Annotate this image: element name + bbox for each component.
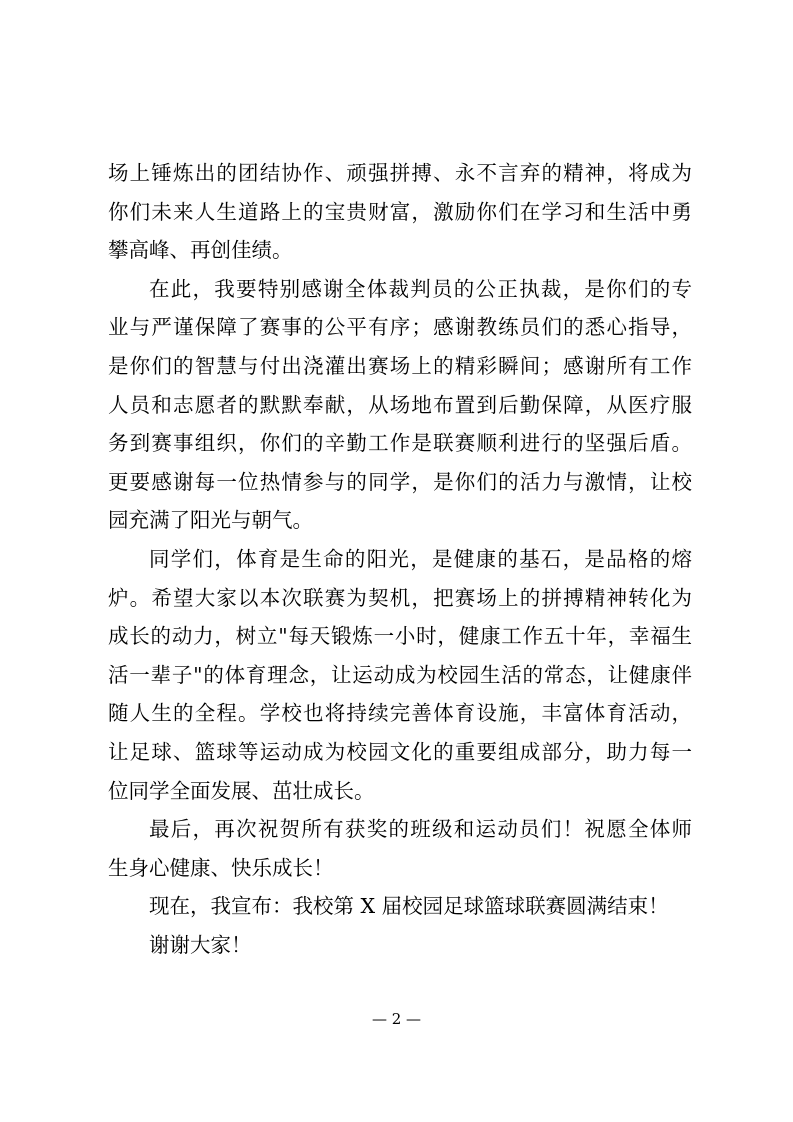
text-line: 炉。希望大家以本次联赛为契机，把赛场上的拼搏精神转化为: [108, 585, 692, 610]
body-text: [108, 154, 692, 964]
text-line: 位同学全面发展、茁壮成长。: [108, 778, 375, 803]
text-line: 活一辈子"的体育理念，让运动成为校园生活的常态，让健康伴: [108, 662, 692, 687]
text-line: 你们未来人生道路上的宝贵财富，激励你们在学习和生活中勇: [108, 199, 692, 224]
text-line: 生身心健康、快乐成长！: [108, 855, 334, 880]
text-line: 更要感谢每一位热情参与的同学，是你们的活力与激情，让校: [108, 469, 692, 494]
text-line: 成长的动力，树立"每天锻炼一小时，健康工作五十年，幸福生: [108, 624, 692, 649]
text-line: 最后，再次祝贺所有获奖的班级和运动员们！祝愿全体师: [149, 817, 692, 842]
text-line: 人员和志愿者的默默奉献，从场地布置到后勤保障，从医疗服: [108, 392, 692, 417]
text-line: 场上锤炼出的团结协作、顽强拼搏、永不言弃的精神，将成为: [108, 161, 692, 185]
text-line: 是你们的智慧与付出浇灌出赛场上的精彩瞬间；感谢所有工作: [108, 353, 692, 378]
text-line: 园充满了阳光与朝气。: [108, 508, 313, 533]
text-line: 在此，我要特别感谢全体裁判员的公正执裁，是你们的专: [149, 276, 692, 301]
text-line: 务到赛事组织，你们的辛勤工作是联赛顺利进行的坚强后盾。: [108, 431, 692, 456]
text-line: 谢谢大家！: [149, 932, 252, 957]
text-line: 攀高峰、再创佳绩。: [108, 238, 293, 263]
text-line: 随人生的全程。学校也将持续完善体育设施，丰富体育活动，: [108, 701, 692, 726]
text-line: 现在，我宣布：我校第 X 届校园足球篮球联赛圆满结束！: [149, 894, 669, 919]
text-line: 业与严谨保障了赛事的公平有序；感谢教练员们的悉心指导，: [108, 315, 692, 340]
text-line: 同学们，体育是生命的阳光，是健康的基石，是品格的熔: [149, 546, 692, 571]
page-number: — 2 —: [371, 1010, 422, 1028]
text-line: 让足球、篮球等运动成为校园文化的重要组成部分，助力每一: [108, 739, 692, 764]
